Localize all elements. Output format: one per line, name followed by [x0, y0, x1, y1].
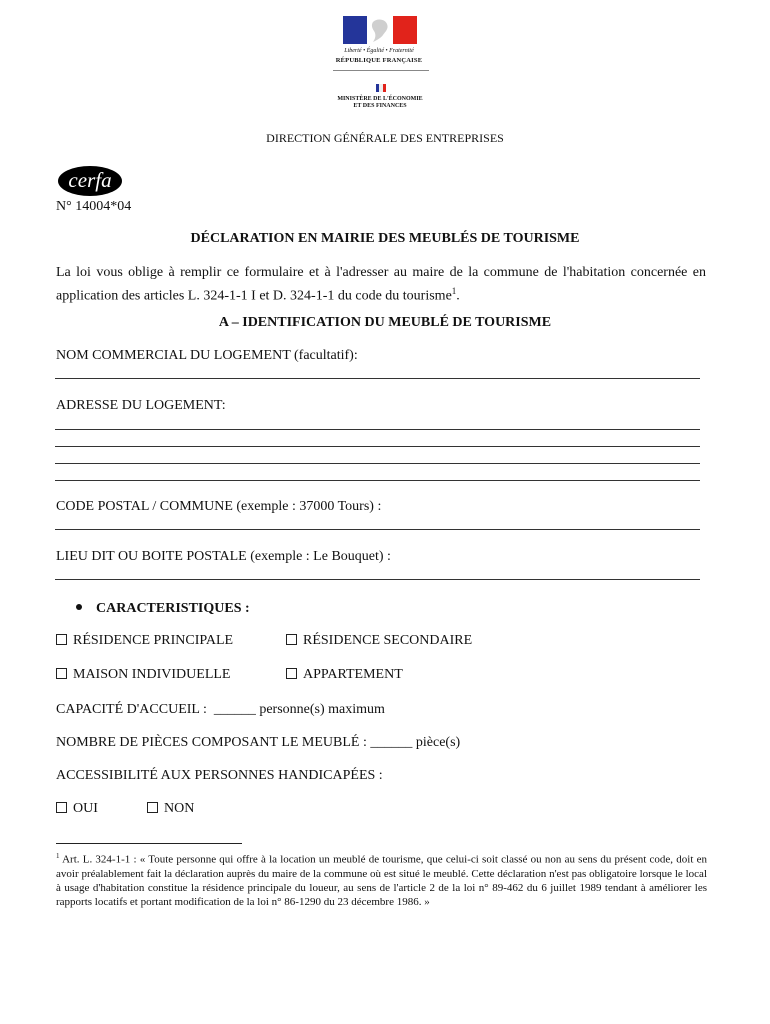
adresse-field-line-3[interactable]	[55, 463, 700, 464]
accessibilite-label: ACCESSIBILITÉ AUX PERSONNES HANDICAPÉES :	[56, 768, 383, 783]
appartement-label: APPARTEMENT	[303, 667, 403, 682]
footnote-ref: 1	[451, 286, 457, 296]
option-residence-secondaire	[286, 633, 472, 649]
marianne-flag-icon	[343, 16, 417, 44]
intro-end: .	[456, 288, 460, 304]
residence-principale-label: RÉSIDENCE PRINCIPALE	[73, 633, 234, 648]
footnote-number: 1	[56, 852, 60, 860]
nom-commercial-field[interactable]	[55, 378, 700, 379]
option-residence-principale	[56, 633, 233, 649]
ministry-emblem-icon	[376, 84, 386, 92]
bullet-icon	[76, 604, 82, 610]
residence-secondaire-checkbox[interactable]	[286, 634, 297, 645]
ministry-line-1: MINISTÈRE DE L'ÉCONOMIE	[337, 96, 423, 102]
lieu-dit-field[interactable]	[55, 579, 700, 580]
footnote	[56, 849, 707, 909]
adresse-field-line-4[interactable]	[55, 480, 700, 481]
residence-principale-checkbox[interactable]	[56, 634, 67, 645]
nombre-pieces-field[interactable]: NOMBRE DE PIÈCES COMPOSANT LE MEUBLÉ : ______ pièce(s)	[56, 735, 461, 750]
section-a-title: A – IDENTIFICATION DU MEUBLÉ DE TOURISME	[218, 315, 552, 330]
non-checkbox[interactable]	[147, 802, 158, 813]
residence-secondaire-label: RÉSIDENCE SECONDAIRE	[303, 633, 473, 648]
code-postal-field[interactable]	[55, 529, 700, 530]
lieu-dit-label: LIEU DIT OU BOITE POSTALE (exemple : Le Bouquet) :	[56, 549, 391, 564]
capacite-accueil-field[interactable]: CAPACITÉ D'ACCUEIL : ______ personne(s) maximum	[56, 702, 385, 717]
document-title: DÉCLARATION EN MAIRIE DES MEUBLÉS DE TOURISME	[190, 231, 580, 246]
flag-red-band	[393, 16, 417, 44]
direction-heading: DIRECTION GÉNÉRALE DES ENTREPRISES	[266, 131, 504, 145]
oui-label: OUI	[73, 801, 98, 816]
logo-divider	[333, 70, 429, 71]
flag-blue-band	[343, 16, 367, 44]
caracteristiques-heading	[76, 601, 250, 617]
option-maison-individuelle	[56, 667, 230, 683]
appartement-checkbox[interactable]	[286, 668, 297, 679]
republic-name: RÉPUBLIQUE FRANÇAISE	[335, 57, 423, 64]
intro-paragraph	[56, 263, 706, 306]
caracteristiques-label: CARACTERISTIQUES :	[96, 601, 250, 616]
adresse-field-line-1[interactable]	[55, 429, 700, 430]
ministry-name	[326, 96, 434, 110]
maison-individuelle-checkbox[interactable]	[56, 668, 67, 679]
footnote-divider	[56, 843, 242, 844]
oui-checkbox[interactable]	[56, 802, 67, 813]
flag-white-band	[367, 16, 393, 44]
option-non	[147, 801, 194, 817]
nom-commercial-label: NOM COMMERCIAL DU LOGEMENT (facultatif):	[56, 348, 358, 363]
intro-text: La loi vous oblige à remplir ce formulaire et à l'adresser au maire de la commune de l'habitation concernée en application des articles L. 324-1-1 I et D. 324-1-1 du code du tourisme	[56, 265, 706, 304]
adresse-field-line-2[interactable]	[55, 446, 700, 447]
republic-motto: Liberté • Égalité • Fraternité	[344, 48, 414, 54]
maison-individuelle-label: MAISON INDIVIDUELLE	[73, 667, 231, 682]
cerfa-logo: cerfa	[58, 166, 122, 196]
adresse-label: ADRESSE DU LOGEMENT:	[56, 398, 226, 413]
code-postal-label: CODE POSTAL / COMMUNE (exemple : 37000 Tours) :	[56, 499, 382, 514]
ministry-line-2: ET DES FINANCES	[353, 103, 407, 109]
non-label: NON	[164, 801, 195, 816]
footnote-text: Art. L. 324-1-1 : « Toute personne qui offre à la location un meublé de tourisme, que celui-ci soit classé ou non au sens du présent code, doit en avoir préalablement fait la déclaration auprès du maire de la commune où est situé le meublé. Cette déclaration n'est pas obligatoire lorsque le local à usage d'habitation constitue la résidence principale du loueur, au sens de l'article 2 de la loi n° 89-462 du 6 juillet 1989 tendant à améliorer les rapports locatifs et portant modification de la loi n° 86-1290 du 23 décembre 1986. »	[56, 853, 707, 908]
form-number: N° 14004*04	[56, 199, 132, 214]
marianne-profile-icon	[367, 16, 393, 44]
option-oui	[56, 801, 98, 817]
option-appartement	[286, 667, 403, 683]
